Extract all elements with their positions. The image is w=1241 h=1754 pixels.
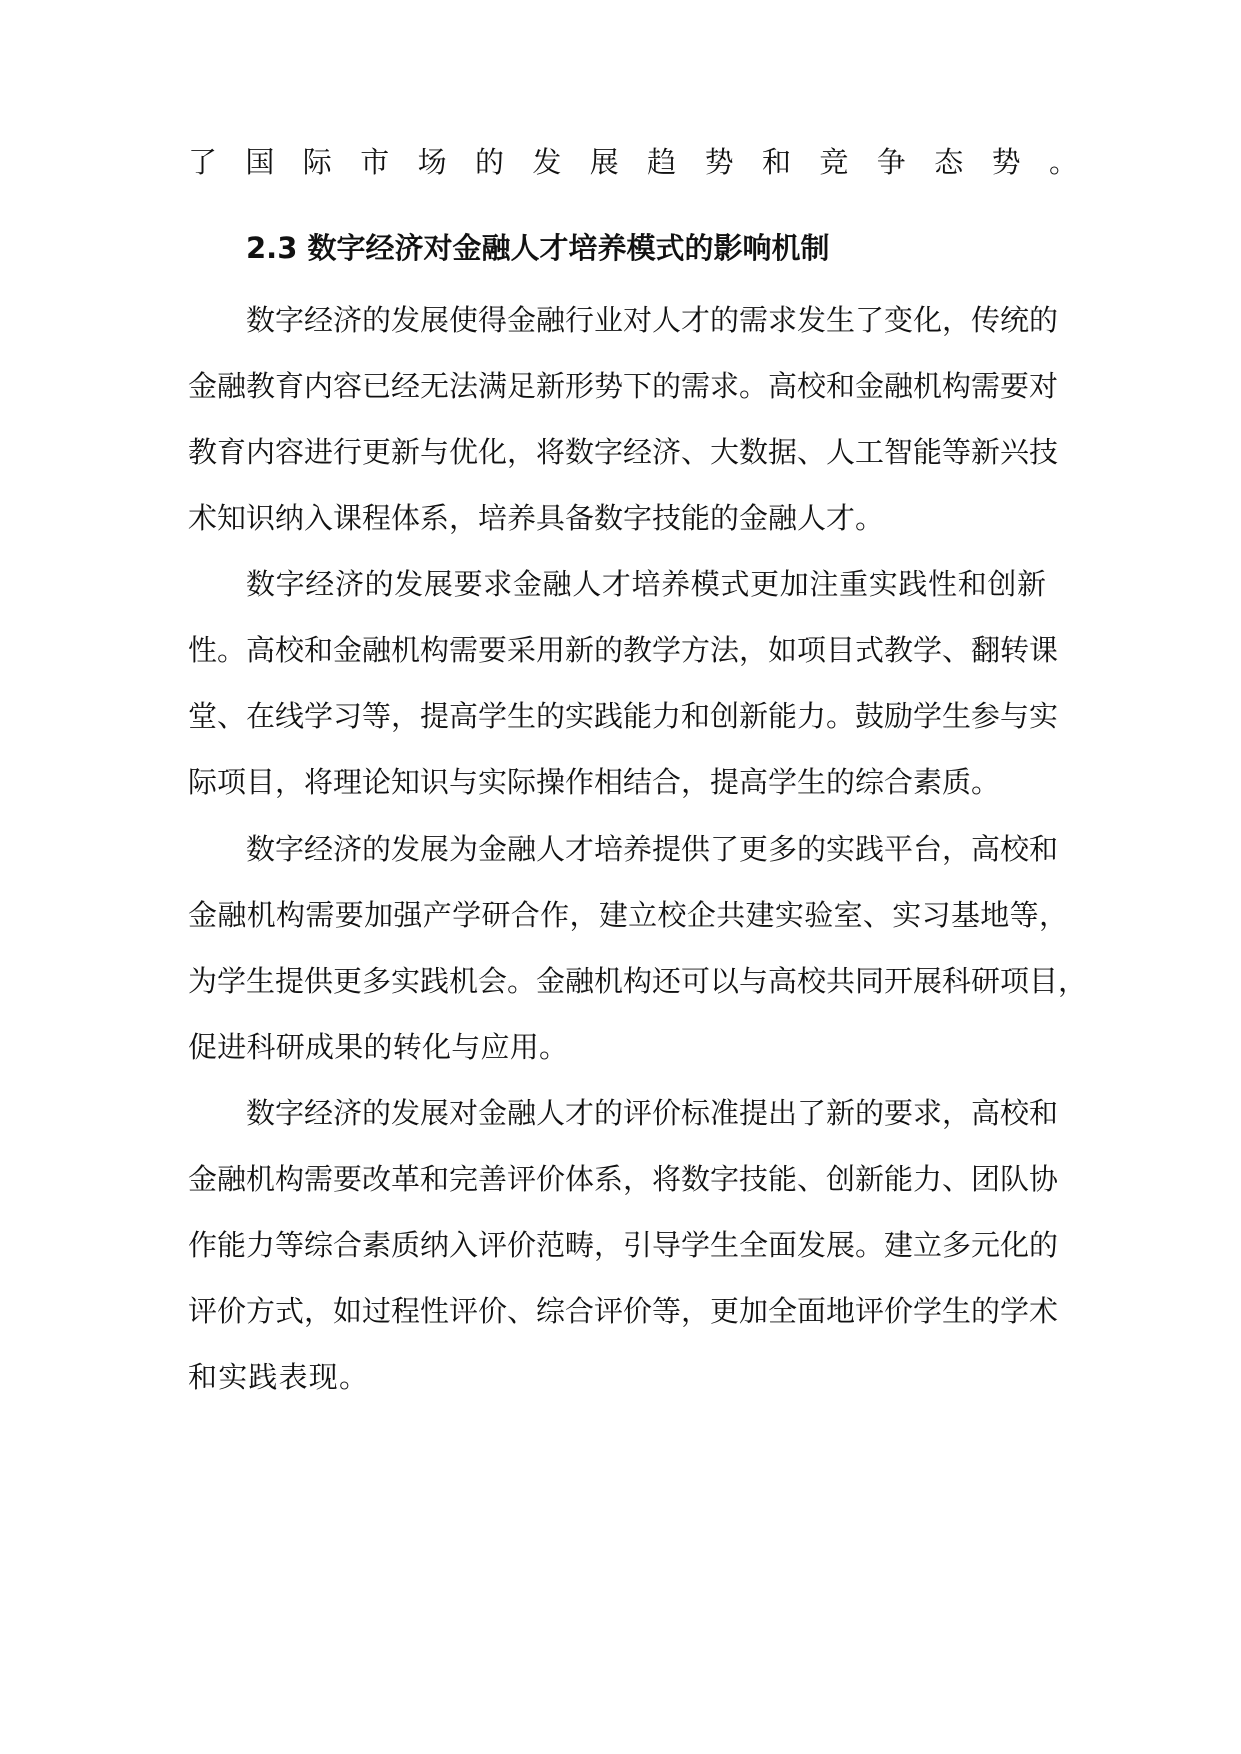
paragraph-line: 际项目，将理论知识与实际操作相结合，提高学生的综合素质。 xyxy=(188,765,1001,799)
paragraph-line: 金融机构需要加强产学研合作，建立校企共建实验室、实习基地等， xyxy=(188,898,1069,932)
paragraph-line: 作能力等综合素质纳入评价范畴，引导学生全面发展。建立多元化的 xyxy=(188,1228,1059,1262)
paragraph-line: 和实践表现。 xyxy=(188,1360,370,1394)
paragraph-line: 性。高校和金融机构需要采用新的教学方法，如项目式教学、翻转课 xyxy=(188,633,1059,667)
paragraph-line: 教育内容进行更新与优化，将数字经济、大数据、人工智能等新兴技 xyxy=(188,435,1059,469)
paragraph-line: 数字经济的发展对金融人才的评价标准提出了新的要求，高校和 xyxy=(246,1096,1059,1130)
paragraph-line: 堂、在线学习等，提高学生的实践能力和创新能力。鼓励学生参与实 xyxy=(188,699,1059,733)
paragraph-line: 了国际市场的发展趋势和竞争态势。 xyxy=(188,145,1107,179)
paragraph-line: 金融教育内容已经无法满足新形势下的需求。高校和金融机构需要对 xyxy=(188,369,1059,403)
paragraph-line: 数字经济的发展要求金融人才培养模式更加注重实践性和创新 xyxy=(246,567,1047,601)
paragraph-line: 促进科研成果的转化与应用。 xyxy=(188,1030,569,1064)
paragraph-line: 数字经济的发展为金融人才培养提供了更多的实践平台，高校和 xyxy=(246,832,1059,866)
paragraph-line: 评价方式，如过程性评价、综合评价等，更加全面地评价学生的学术 xyxy=(188,1294,1059,1328)
paragraph-line: 术知识纳入课程体系，培养具备数字技能的金融人才。 xyxy=(188,501,885,535)
paragraph-line: 数字经济的发展使得金融行业对人才的需求发生了变化，传统的 xyxy=(246,303,1059,337)
paragraph-line: 金融机构需要改革和完善评价体系，将数字技能、创新能力、团队协 xyxy=(188,1162,1059,1196)
section-heading: 2.3 数字经济对金融人才培养模式的影响机制 xyxy=(246,231,830,265)
paragraph-line: 为学生提供更多实践机会。金融机构还可以与高校共同开展科研项目， xyxy=(188,964,1088,998)
